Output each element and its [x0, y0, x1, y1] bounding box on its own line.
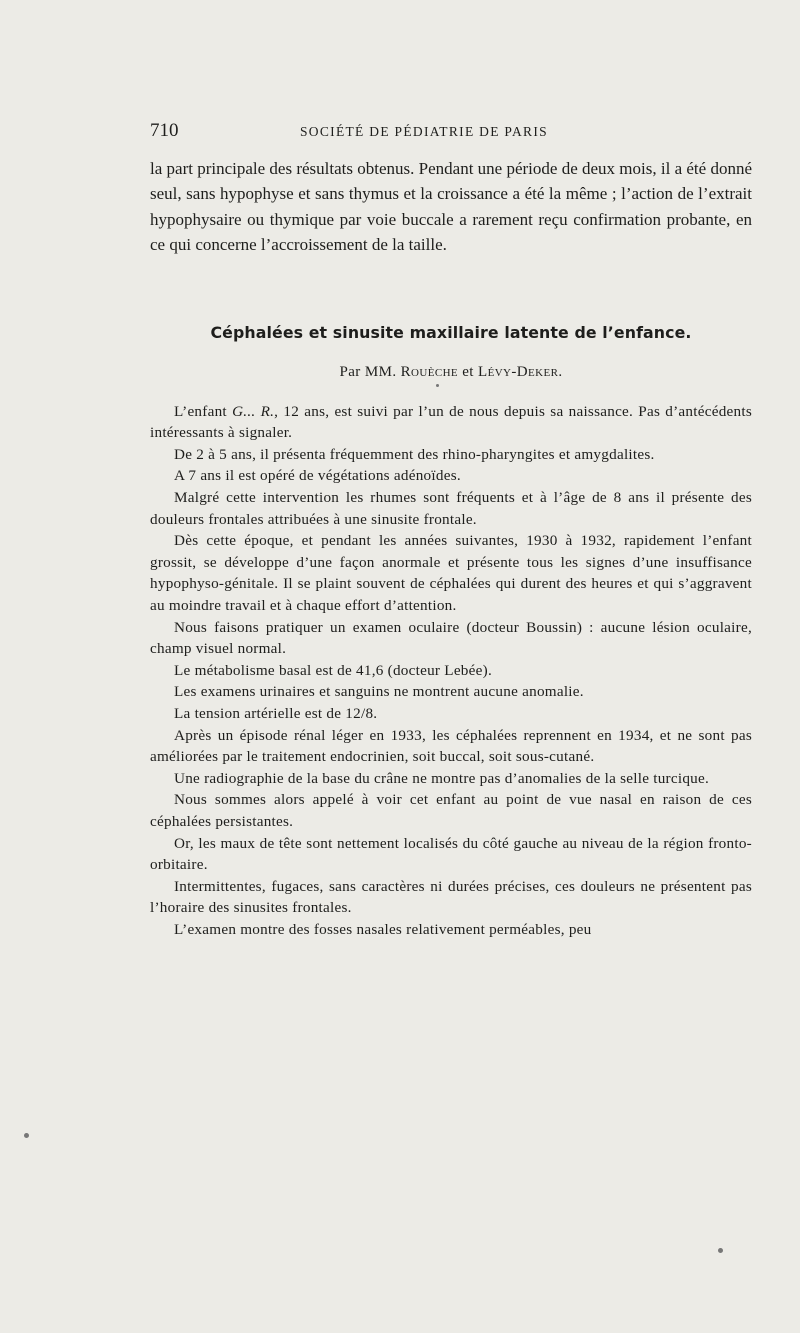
authors-prefix: Par MM.	[339, 363, 397, 380]
paragraph-examen-oculaire: Nous faisons pratiquer un examen oculaire (docteur Boussin) : aucune lésion oculaire, champ visuel normal.	[150, 618, 752, 658]
paragraph-examen-nasal: L’examen montre des fosses nasales relativement perméables, peu	[174, 920, 592, 938]
text-body	[150, 156, 752, 940]
paragraph-case-intro	[150, 401, 752, 444]
paragraph-localisation: Or, les maux de tête sont nettement localisés du côté gauche au niveau de la région fronto-orbitaire.	[150, 834, 752, 874]
paragraph-metabolisme: Le métabolisme basal est de 41,6 (docteur Lebée).	[174, 661, 492, 679]
page-number: 710	[150, 120, 179, 141]
scan-speck	[436, 384, 439, 387]
paragraph-examens-urinaires: Les examens urinaires et sanguins ne montrent aucune anomalie.	[174, 683, 584, 701]
authors-conjunction: et	[462, 363, 474, 380]
paragraph-episode-renal: Après un épisode rénal léger en 1933, les céphalées reprennent en 1934, et ne sont pas améliorées par le traitement endocrinien, soit buccal, soit sous-cutané.	[150, 726, 752, 766]
paragraph-appel-nasal: Nous sommes alors appelé à voir cet enfant au point de vue nasal en raison de ces céphalées persistantes.	[150, 791, 752, 830]
section-authors	[150, 364, 752, 381]
lead-paragraph: la part principale des résultats obtenus. Pendant une période de deux mois, il a été donné seul, sans hypophyse et sans thymus et la croissance a été la même ; l’action de l’extrait hypophysaire ou thymique par voie buccale a rarement reçu confirmation probante, en ce qui concerne l’accroissement de la taille.	[150, 159, 752, 255]
paragraph-sinusite-frontale: Malgré cette intervention les rhumes sont fréquents et à l’âge de 8 ans il présente des douleurs frontales attribuées à une sinusite frontale.	[150, 489, 752, 528]
paragraph-tension: La tension artérielle est de 12/8.	[174, 704, 378, 722]
paragraph-rhinopharyngites: De 2 à 5 ans, il présenta fréquemment des rhino-pharyngites et amygdalites.	[174, 445, 655, 463]
patient-initials: G... R.	[232, 402, 275, 420]
page-header	[150, 120, 750, 142]
author-levy-deker: Lévy-Deker.	[478, 363, 563, 380]
section-title: Céphalées et sinusite maxillaire latente de l’enfance.	[210, 322, 692, 342]
case-intro-rest: , 12 ans, est suivi par l’un de nous depuis sa naissance. Pas d’antécédents intéressants à signaler.	[150, 402, 753, 442]
paragraph-intermittentes: Intermittentes, fugaces, sans caractères ni durées précises, ces douleurs ne présentent pas l’horaire des sinusites frontales.	[150, 877, 752, 917]
paragraph-insuffisance: Dès cette époque, et pendant les années suivantes, 1930 à 1932, rapidement l’enfant grossit, se développe d’une façon anormale et présente tous les signes d’une insuffisance hypophyso-génitale. Il se plaint souvent de céphalées qui durent des heures et qui s’aggravent au moindre travail et à chaque effort d’attention.	[150, 532, 752, 614]
scan-speck	[24, 1133, 29, 1138]
paragraph-adenoides: A 7 ans il est opéré de végétations adénoïdes.	[174, 467, 461, 485]
running-title: SOCIÉTÉ DE PÉDIATRIE DE PARIS	[300, 124, 548, 139]
case-intro-prefix: L’enfant	[174, 402, 227, 420]
scan-speck	[718, 1248, 723, 1253]
author-rouech: Rouèche	[400, 363, 459, 380]
paragraph-radiographie: Une radiographie de la base du crâne ne montre pas d’anomalies de la selle turcique.	[174, 769, 710, 787]
